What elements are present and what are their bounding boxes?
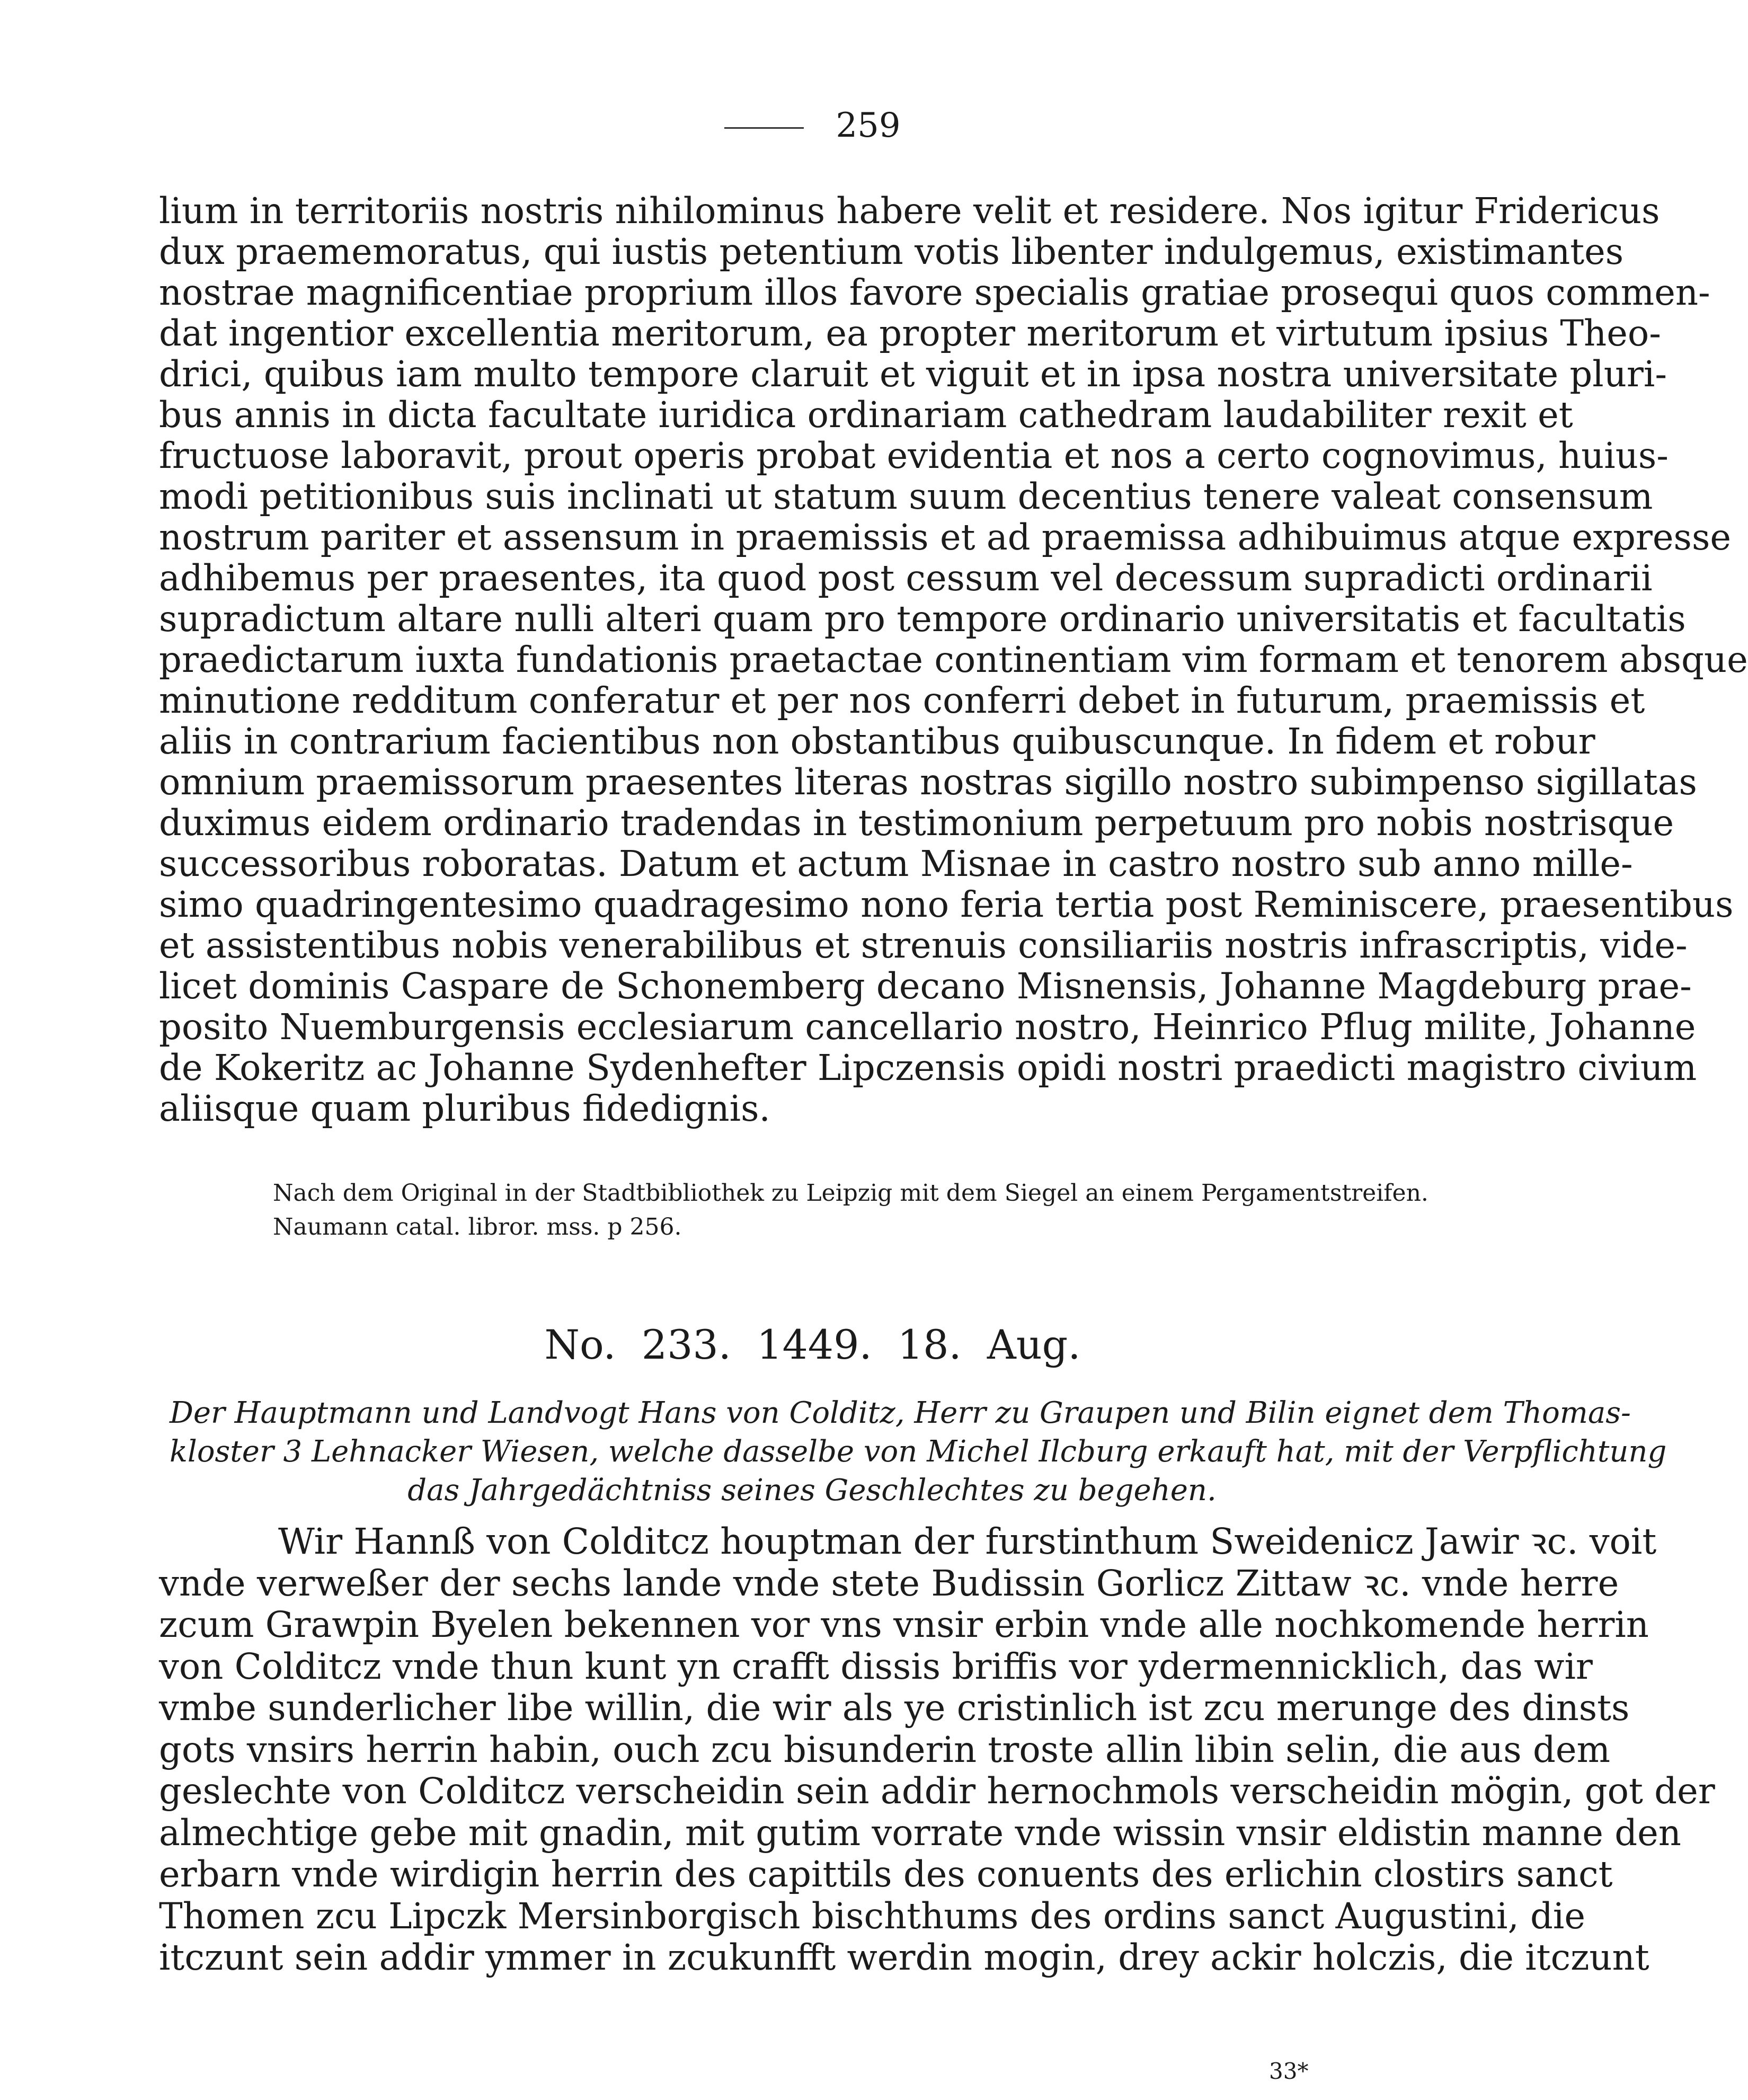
page-number: 259 [836, 106, 901, 145]
summary-line: das Jahrgedächtniss seines Geschlechtes zu begehen. [407, 1473, 1217, 1508]
text-line: modi petitionibus suis inclinati ut statum suum decentius tenere valeat consensum [159, 476, 1653, 517]
text-line: licet dominis Caspare de Schonemberg decano Misnensis, Johanne Magdeburg prae- [159, 965, 1692, 1007]
text-line: Wir Hannß von Colditcz houptman der furstinthum Sweidenicz Jawir ꝛc. voit [278, 1521, 1657, 1562]
text-line: zcum Grawpin Byelen bekennen vor vns vnsir erbin vnde alle nochkomende herrin [159, 1604, 1649, 1645]
text-line: posito Nuemburgensis ecclesiarum cancellario nostro, Heinrico Pflug milite, Johanne [159, 1006, 1696, 1048]
text-line: Thomen zcu Lipczk Mersinborgisch bischthums des ordins sanct Augustini, die [159, 1895, 1586, 1937]
text-line: von Colditcz vnde thun kunt yn crafft dissis briffis vor ydermennicklich, das wir [159, 1645, 1593, 1687]
source-note [273, 1176, 1428, 1244]
text-line: dux praememoratus, qui iustis petentium votis libenter indulgemus, existimantes [159, 231, 1624, 272]
text-line: successoribus roboratas. Datum et actum Misnae in castro nostro sub anno mille- [159, 843, 1633, 884]
text-line: de Kokeritz ac Johanne Sydenhefter Lipczensis opidi nostri praedicti magistro civium [159, 1047, 1697, 1088]
note-line: Nach dem Original in der Stadtbibliothek zu Leipzig mit dem Siegel an einem Pergamentstreifen. [273, 1180, 1428, 1207]
text-line: aliis in contrarium facientibus non obstantibus quibuscunque. In fidem et robur [159, 721, 1595, 762]
charter-text [159, 1521, 1715, 1979]
text-line: supradictum altare nulli alteri quam pro tempore ordinario universitatis et facultatis [159, 598, 1686, 640]
text-line: gots vnsirs herrin habin, ouch zcu bisunderin troste allin libin selin, die aus dem [159, 1729, 1611, 1770]
text-line: almechtige gebe mit gnadin, mit gutim vorrate vnde wissin vnsir eldistin manne den [159, 1812, 1681, 1854]
text-line: vnde verweßer der sechs lande vnde stete Budissin Gorlicz Zittaw ꝛc. vnde herre [159, 1562, 1619, 1604]
page-header [0, 106, 1625, 145]
text-line: praedictarum iuxta fundationis praetactae continentiam vim formam et tenorem absque [159, 639, 1748, 680]
summary-line: Der Hauptmann und Landvogt Hans von Colditz, Herr zu Graupen und Bilin eignet dem Thomas- [170, 1396, 1631, 1430]
text-line: duximus eidem ordinario tradendas in testimonium perpetuum pro nobis nostrisque [159, 802, 1674, 844]
text-line: et assistentibus nobis venerabilibus et strenuis consiliariis nostris infrascriptis, vide- [159, 925, 1688, 966]
text-line: erbarn vnde wirdigin herrin des capittils des conuents des erlichin clostirs sanct [159, 1854, 1613, 1895]
signature-mark: 33* [1269, 2058, 1309, 2084]
body-text-continued [159, 190, 1748, 1129]
text-line: drici, quibus iam multo tempore claruit et viguit et in ipsa nostra universitate pluri- [159, 353, 1667, 395]
document-summary [170, 1394, 1667, 1510]
text-line: vmbe sunderlicher libe willin, die wir als ye cristinlich ist zcu merunge des dinsts [159, 1687, 1630, 1729]
text-line: bus annis in dicta facultate iuridica ordinariam cathedram laudabiliter rexit et [159, 394, 1573, 436]
text-line: nostrum pariter et assensum in praemissis et ad praemissa adhibuimus atque expresse [159, 517, 1731, 558]
summary-line: kloster 3 Lehnacker Wiesen, welche dasselbe von Michel Ilcburg erkauft hat, mit der Verpflichtung [170, 1434, 1667, 1469]
text-line: fructuose laboravit, prout operis probat evidentia et nos a certo cognovimus, huius- [159, 435, 1669, 476]
text-line: nostrae magnificentiae proprium illos favore specialis gratiae prosequi quos commen- [159, 272, 1710, 313]
document-title: No. 233. 1449. 18. Aug. [544, 1321, 1081, 1368]
text-line: aliisque quam pluribus fidedignis. [159, 1088, 770, 1129]
note-line: Naumann catal. libror. mss. p 256. [273, 1213, 682, 1240]
text-line: minutione redditum conferatur et per nos conferri debet in futurum, praemissis et [159, 680, 1645, 721]
text-line: lium in territoriis nostris nihilominus habere velit et residere. Nos igitur Fridericus [159, 190, 1660, 232]
header-rule [724, 127, 804, 129]
text-line: itczunt sein addir ymmer in zcukunfft werdin mogin, drey ackir holczis, die itczunt [159, 1937, 1649, 1978]
text-line: dat ingentior excellentia meritorum, ea propter meritorum et virtutum ipsius Theo- [159, 313, 1661, 354]
text-line: geslechte von Colditcz verscheidin sein addir hernochmols verscheidin mögin, got der [159, 1770, 1715, 1812]
text-line: simo quadringentesimo quadragesimo nono feria tertia post Reminiscere, praesentibus [159, 884, 1734, 925]
text-line: adhibemus per praesentes, ita quod post cessum vel decessum supradicti ordinarii [159, 557, 1653, 599]
text-line: omnium praemissorum praesentes literas nostras sigillo nostro subimpenso sigillatas [159, 761, 1697, 803]
